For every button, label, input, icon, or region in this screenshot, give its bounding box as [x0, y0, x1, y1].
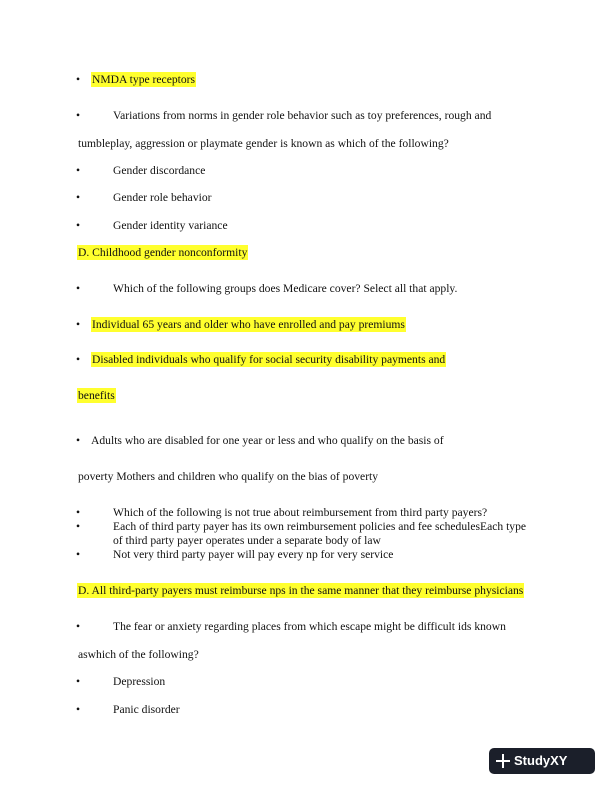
- bullet: •: [76, 520, 81, 533]
- question-reimbursement: Which of the following is not true about reimbursement from third party payers?: [113, 506, 488, 519]
- bullet: •: [76, 282, 81, 295]
- option-not-every-payer: Not very third party payer will pay every np for very service: [113, 548, 394, 561]
- option-reimbursement-policies-cont: of third party payer operates under a separate body of law: [113, 534, 381, 547]
- answer-disabled-individuals: Disabled individuals who qualify for social security disability payments and: [92, 353, 446, 366]
- question-gender-role-cont: tumbleplay, aggression or playmate gender is known as which of the following?: [78, 137, 449, 150]
- bullet: •: [76, 506, 81, 519]
- watermark-label: StudyXY: [514, 753, 568, 768]
- studyxy-watermark[interactable]: [489, 748, 595, 774]
- question-medicare: Which of the following groups does Medicare cover? Select all that apply.: [113, 282, 458, 295]
- answer-individual-65: Individual 65 years and older who have enrolled and pay premiums: [92, 318, 405, 331]
- bullet: •: [76, 164, 81, 177]
- bullet: •: [76, 434, 81, 447]
- answer-third-party-payers: D. All third-party payers must reimburse nps in the same manner that they reimburse physicians: [78, 584, 524, 597]
- option-gender-role-behavior: Gender role behavior: [113, 191, 212, 204]
- bullet: •: [76, 548, 81, 561]
- bullet: •: [76, 675, 81, 688]
- bullet: •: [76, 620, 81, 633]
- question-fear-anxiety-cont: aswhich of the following?: [78, 648, 199, 661]
- bullet: •: [76, 219, 81, 232]
- option-depression: Depression: [113, 675, 166, 688]
- bullet: •: [76, 318, 81, 331]
- option-gender-discordance: Gender discordance: [113, 164, 206, 177]
- option-panic-disorder: Panic disorder: [113, 703, 180, 716]
- option-reimbursement-policies: Each of third party payer has its own reimbursement policies and fee schedulesEach type: [113, 520, 527, 533]
- answer-nmda: NMDA type receptors: [92, 73, 196, 86]
- answer-childhood-gender-nonconformity: D. Childhood gender nonconformity: [78, 246, 248, 259]
- bullet: •: [76, 703, 81, 716]
- plus-icon: [496, 754, 510, 768]
- bullet: •: [76, 191, 81, 204]
- bullet: •: [76, 353, 81, 366]
- bullet: •: [76, 109, 81, 122]
- option-poverty-mothers: poverty Mothers and children who qualify on the bias of poverty: [78, 470, 379, 483]
- question-fear-anxiety: The fear or anxiety regarding places from which escape might be difficult ids known: [113, 620, 506, 633]
- question-gender-role: Variations from norms in gender role behavior such as toy preferences, rough and: [113, 109, 492, 122]
- bullet: •: [76, 73, 81, 86]
- option-gender-identity-variance: Gender identity variance: [113, 219, 228, 232]
- option-adults-disabled: Adults who are disabled for one year or less and who qualify on the basis of: [91, 434, 444, 447]
- answer-disabled-individuals-cont: benefits: [78, 389, 115, 402]
